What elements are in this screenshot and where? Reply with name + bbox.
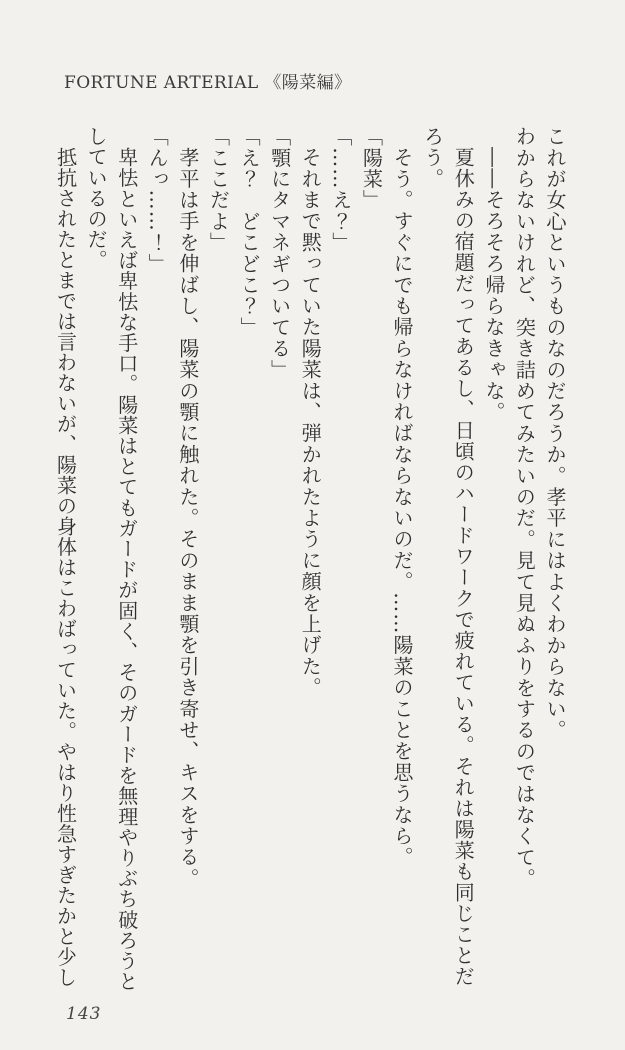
paragraph: 孝平は手を伸ばし、陽菜の顎に触れた。そのまま顎を引き寄せ、キスをする。 xyxy=(175,147,200,889)
paragraph: それまで黙っていた陽菜は、弾かれたように顔を上げた。 xyxy=(298,147,323,699)
paragraph: 「え？ どこどこ？」 xyxy=(237,126,262,338)
running-header: FORTUNE ARTERIAL 《陽菜編》 xyxy=(64,73,352,93)
paragraph: わからないけれど、突き詰めてみたいのだ。見て見ぬふりをするのではなくて。 xyxy=(512,126,537,890)
paragraph: 「ここだよ」 xyxy=(206,126,231,254)
paragraph: 「んっ……！」 xyxy=(145,126,170,275)
paragraph: 「……え？」 xyxy=(328,126,353,254)
paragraph: 抵抗されたとまでは言わないが、陽菜の身体はこわばっていた。やはり性急すぎたかと少し xyxy=(53,147,78,988)
paragraph: 「陽菜」 xyxy=(359,126,384,211)
body-text xyxy=(50,126,570,998)
page-number: 143 xyxy=(66,1004,102,1024)
paragraph: 夏休みの宿題だってあるし、日頃のハードワークで疲れている。それは陽菜も同じことだろう。 xyxy=(420,126,476,987)
paragraph: 「顎にタマネギついてる」 xyxy=(267,126,292,381)
paragraph: これが女心というものなのだろうか。孝平にはよくわからない。 xyxy=(543,126,567,741)
paragraph: 卑怯といえば卑怯な手口。陽菜はとてもガードが固く、そのガードを無理やりぶち破ろうとしているのだ。 xyxy=(84,126,139,992)
paragraph: そう。すぐにでも帰らなければならないのだ。……陽菜のことを思うなら。 xyxy=(390,147,415,868)
paragraph: ――そろそろ帰らなきゃな。 xyxy=(481,147,506,423)
